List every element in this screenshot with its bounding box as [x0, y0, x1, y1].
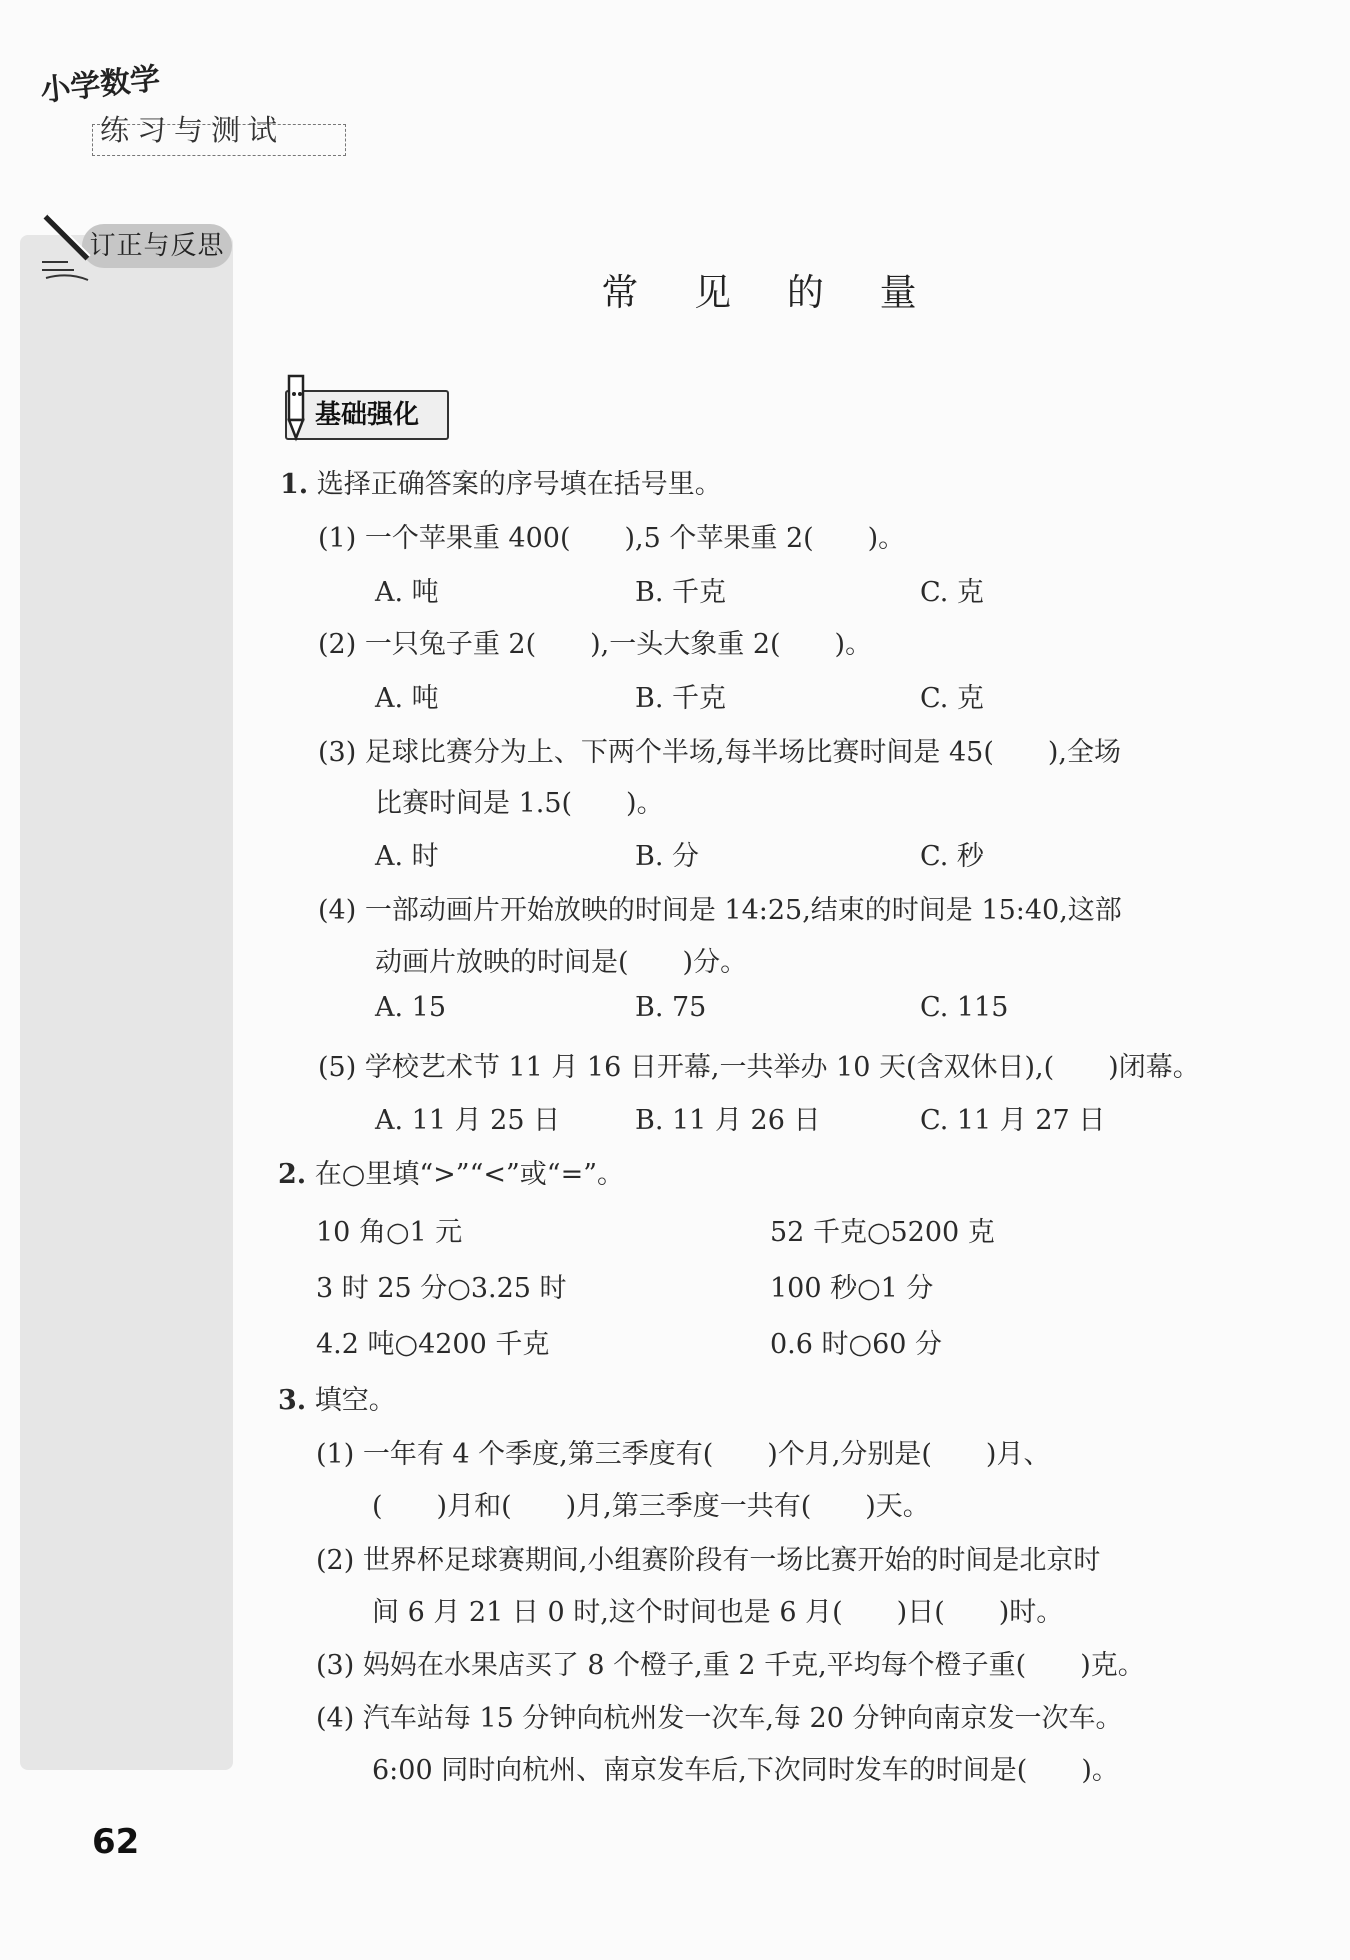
- question-2-heading: [278, 1152, 624, 1191]
- q2-row-3-right: 0.6 时○60 分: [770, 1329, 943, 1360]
- q3-line-7: 6:00 同时向杭州、南京发车后,下次同时发车的时间是( )。: [372, 1755, 1119, 1786]
- q1-item-5-option-a: A. 11 月 25 日: [375, 1105, 561, 1136]
- page-number: 62: [92, 1822, 140, 1862]
- question-2-text: 在○里填“>”“<”或“=”。: [314, 1159, 625, 1190]
- q3-line-2: ( )月和( )月,第三季度一共有( )天。: [372, 1491, 930, 1522]
- q2-row-3-left: 4.2 吨○4200 千克: [316, 1329, 550, 1360]
- q1-item-5-line-1: (5) 学校艺术节 11 月 16 日开幕,一共举办 10 天(含双休日),( )闭幕。: [318, 1052, 1200, 1083]
- question-3-text: 填空。: [314, 1385, 396, 1416]
- q1-item-2-option-b: B. 千克: [635, 683, 727, 714]
- review-sidebar: [20, 235, 233, 1770]
- page-title: 常 见 的 量: [601, 271, 939, 314]
- q3-line-5: (3) 妈妈在水果店买了 8 个橙子,重 2 千克,平均每个橙子重( )克。: [316, 1650, 1145, 1681]
- q1-item-3-option-a: A. 时: [375, 841, 439, 872]
- review-tab-label: 订正与反思: [89, 231, 225, 261]
- question-3-number: 3.: [278, 1385, 307, 1416]
- question-1-text: 选择正确答案的序号填在括号里。: [316, 469, 722, 500]
- q1-item-5-option-b: B. 11 月 26 日: [635, 1105, 821, 1136]
- q3-line-3: (2) 世界杯足球赛期间,小组赛阶段有一场比赛开始的时间是北京时: [316, 1545, 1101, 1576]
- q1-item-2-line-1: (2) 一只兔子重 2( ),一头大象重 2( )。: [318, 629, 873, 660]
- q2-row-1-left: 10 角○1 元: [316, 1217, 463, 1248]
- question-3-heading: [278, 1378, 396, 1417]
- q1-item-1-line-1: (1) 一个苹果重 400( ),5 个苹果重 2( )。: [318, 523, 906, 554]
- q1-item-2-option-c: C. 克: [920, 683, 984, 714]
- q1-item-4-option-c: C. 115: [920, 992, 1009, 1023]
- q1-item-4-option-a: A. 15: [375, 992, 447, 1023]
- q3-line-6: (4) 汽车站每 15 分钟向杭州发一次车,每 20 分钟向南京发一次车。: [316, 1703, 1123, 1734]
- q1-item-4-option-b: B. 75: [635, 992, 707, 1023]
- q3-line-1: (1) 一年有 4 个季度,第三季度有( )个月,分别是( )月、: [316, 1439, 1051, 1470]
- q2-row-2-left: 3 时 25 分○3.25 时: [316, 1273, 567, 1304]
- q1-item-4-line-1: (4) 一部动画片开始放映的时间是 14:25,结束的时间是 15:40,这部: [318, 895, 1122, 926]
- q2-row-1-right: 52 千克○5200 克: [770, 1217, 995, 1248]
- series-subtitle: 练习与测试: [100, 113, 286, 147]
- q1-item-5-option-c: C. 11 月 27 日: [920, 1105, 1106, 1136]
- pencil-icon: [282, 372, 310, 442]
- q1-item-3-line-1: (3) 足球比赛分为上、下两个半场,每半场比赛时间是 45( ),全场: [318, 737, 1121, 768]
- q1-item-4-line-2: 动画片放映的时间是( )分。: [375, 947, 748, 978]
- q1-item-3-option-b: B. 分: [635, 841, 700, 872]
- series-title: 小学数学: [38, 61, 162, 109]
- question-1-number: 1.: [280, 469, 309, 500]
- question-2-number: 2.: [278, 1159, 307, 1190]
- section-header-label: 基础强化: [314, 400, 419, 430]
- question-1-heading: [280, 462, 722, 501]
- q1-item-3-line-2: 比赛时间是 1.5( )。: [375, 788, 664, 819]
- q1-item-1-option-b: B. 千克: [635, 577, 727, 608]
- q1-item-2-option-a: A. 吨: [375, 683, 439, 714]
- q1-item-3-option-c: C. 秒: [920, 841, 984, 872]
- q3-line-4: 间 6 月 21 日 0 时,这个时间也是 6 月( )日( )时。: [372, 1597, 1064, 1628]
- q2-row-2-right: 100 秒○1 分: [770, 1273, 934, 1304]
- q1-item-1-option-c: C. 克: [920, 577, 984, 608]
- q1-item-1-option-a: A. 吨: [375, 577, 439, 608]
